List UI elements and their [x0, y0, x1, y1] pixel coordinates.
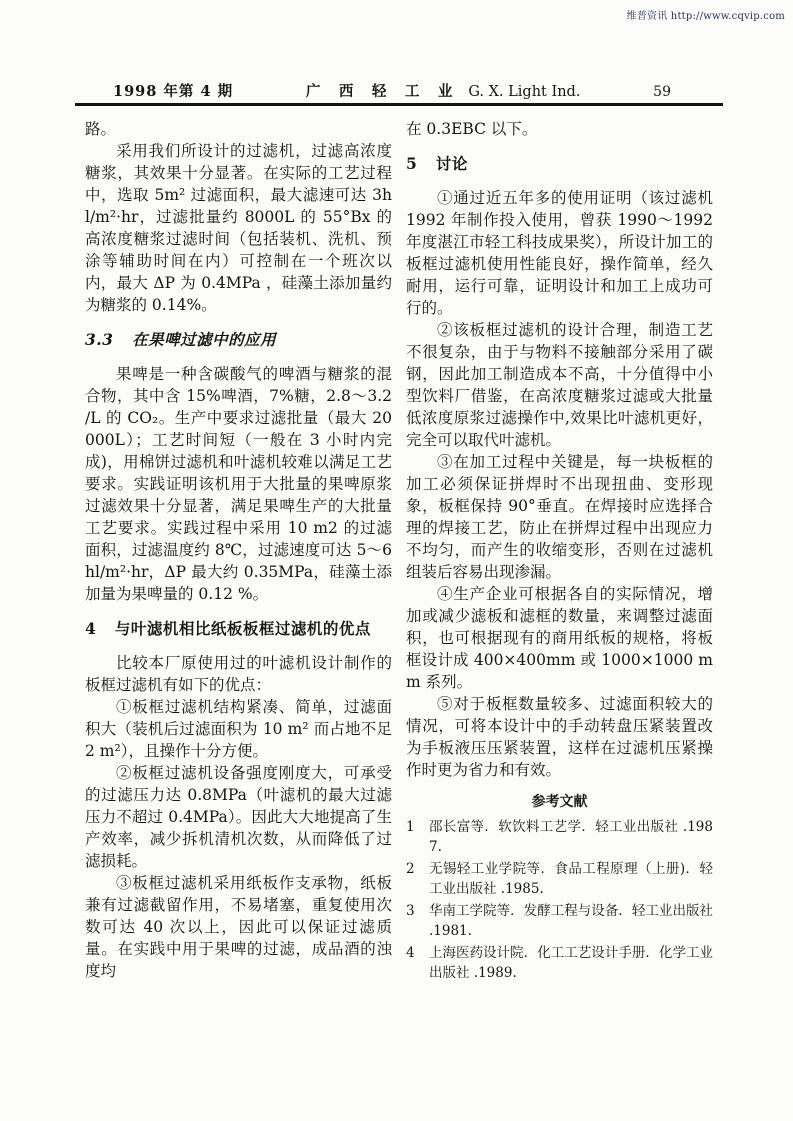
paragraph-discussion-4: ④生产企业可根据各自的实际情况，增加或减少滤板和滤框的数量，来调整过滤面积，也可根据现有的商用纸板的规格，将板框设计成 400×400mm 或 1000×1000 mm 系列。 — [406, 585, 713, 691]
article-body — [85, 118, 713, 985]
paragraph-fruit-beer: 果啤是一种含碳酸气的啤酒与糖浆的混合物，其中含 15%啤酒，7%糖，2.8～3.2 /L 的 CO₂。生产中要求过滤批量（最大 20000L）；工艺时间短（一般在 3 小时内完成)，用棉饼过滤机和叶滤机较难以满足工艺要求。实践证明该机用于大批量的果啤原浆过滤效果十分显著，满足果啤生产的大批量工艺要求。实践过程中采用 10 m2 的过滤面积，过滤温度约 8℃，过滤速度可达 5～6 hl/m²·hr，ΔP 最大约 0.35MPa，硅藻土添加量为果啤量的 0.12 %。 — [85, 365, 392, 603]
page-header — [75, 80, 723, 101]
paragraph-discussion-2: ②该板框过滤机的设计合理，制造工艺不很复杂，由于与物料不接触部分采用了碳钢，因此加工制造成本不高，十分值得中小型饮料厂借鉴，在高浓度糖浆过滤或大批量低浓度原浆过滤操作中,效果比叶滤机更好，完全可以取代叶滤机。 — [406, 321, 713, 449]
paragraph-advantage-1: ①板框过滤机结构紧凑、简单，过滤面积大（装机后过滤面积为 10 m² 而占地不足 2 m²），且操作十分方便。 — [85, 698, 392, 760]
reference-item — [406, 901, 713, 941]
paragraph-carryover-right: 在 0.3EBC 以下。 — [406, 120, 538, 138]
paragraph-carryover: 路。 — [85, 120, 117, 138]
paragraph-advantage-3: ③板框过滤机采用纸板作支承物，纸板兼有过滤截留作用，不易堵塞，重复使用次数可达 40 次以上，因此可以保证过滤质量。在实践中用于果啤的过滤，成品酒的浊度均 — [85, 874, 392, 980]
header-rule — [75, 103, 723, 106]
paragraph-advantages-intro: 比较本厂原使用过的叶滤机设计制作的板框过滤机有如下的优点： — [85, 654, 392, 694]
paragraph-discussion-3: ③在加工过程中关键是，每一块板框的加工必须保证拼焊时不出现扭曲、变形现象，板框保持 90°垂直。在焊接时应选择合理的焊接工艺，防止在拼焊过程中出现应力不均匀，而产生的收缩变形，否则在过滤机组装后容易出现渗漏。 — [406, 453, 713, 581]
reference-number: 3 — [406, 903, 415, 919]
reference-item — [406, 817, 713, 857]
cqvip-watermark: 维普资讯 http://www.cqvip.com — [626, 11, 785, 22]
paragraph-syrup-filtration: 采用我们所设计的过滤机，过滤高浓度糖浆，其效果十分显著。在实际的工艺过程中，选取 5m² 过滤面积，最大滤速可达 3hl/m²·hr，过滤批量约 8000L 的 55°Bx 的高浓度糖浆过滤时间（包括装机、洗机、预涂等辅助时间在内）可控制在一个班次以内，最大 ΔP 为 0.4MPa ，硅藻土添加量约为糖浆的 0.14%。 — [85, 142, 392, 314]
reference-text: 邵长富等．软饮料工艺学．轻工业出版社 .1987. — [429, 819, 713, 855]
reference-text: 华南工学院等．发酵工程与设备．轻工业出版社 .1981. — [429, 903, 713, 939]
section-title: 在果啤过滤中的应用 — [132, 330, 277, 349]
reference-text: 上海医药设计院．化工工艺设计手册．化学工业出版社 .1989. — [429, 945, 713, 981]
paragraph-discussion-5: ⑤对于板框数量较多、过滤面积较大的情况，可将本设计中的手动转盘压紧装置改为手板液压压紧装置，这样在过滤机压紧操作时更为省力和有效。 — [406, 695, 713, 779]
section-title: 讨论 — [435, 154, 468, 173]
references-heading: 参考文献 — [531, 794, 588, 810]
paragraph-discussion-1: ①通过近五年多的使用证明（该过滤机 1992 年制作投入使用，曾获 1990～1992 年度湛江市轻工科技成果奖），所设计加工的板框过滤机使用性能良好，操作简单，经久耐用，运行可靠，证明设计和加工上成功可行的。 — [406, 189, 713, 317]
reference-text: 无锡轻工业学院等．食品工程原理（上册)．轻工业出版社 .1985. — [429, 861, 713, 897]
section-title: 与叶滤机相比纸板板框过滤机的优点 — [114, 619, 371, 638]
journal-title-en: G. X. Light Ind. — [468, 84, 581, 100]
section-heading-4 — [85, 618, 392, 640]
section-number: 3.3 — [85, 330, 114, 349]
section-number: 5 — [406, 154, 418, 173]
reference-item — [406, 859, 713, 899]
reference-number: 1 — [406, 819, 415, 835]
reference-number: 4 — [406, 945, 415, 961]
section-number: 4 — [85, 619, 97, 638]
journal-title-cn: 广 西 轻 工 业 — [305, 83, 455, 100]
section-heading-3-3 — [85, 329, 392, 351]
right-column — [406, 118, 713, 985]
reference-item — [406, 943, 713, 983]
page-number: 59 — [653, 84, 671, 100]
issue-label: 1998 年第 4 期 — [113, 83, 234, 100]
journal-title — [306, 80, 581, 101]
section-heading-5 — [406, 153, 713, 175]
left-column — [85, 118, 392, 985]
reference-number: 2 — [406, 861, 415, 877]
paragraph-advantage-2: ②板框过滤机设备强度刚度大，可承受的过滤压力达 0.8MPa（叶滤机的最大过滤压力不超过 0.4MPa）。因此大大地提高了生产效率，减少拆机清机次数，从而降低了过滤损耗。 — [85, 764, 392, 870]
